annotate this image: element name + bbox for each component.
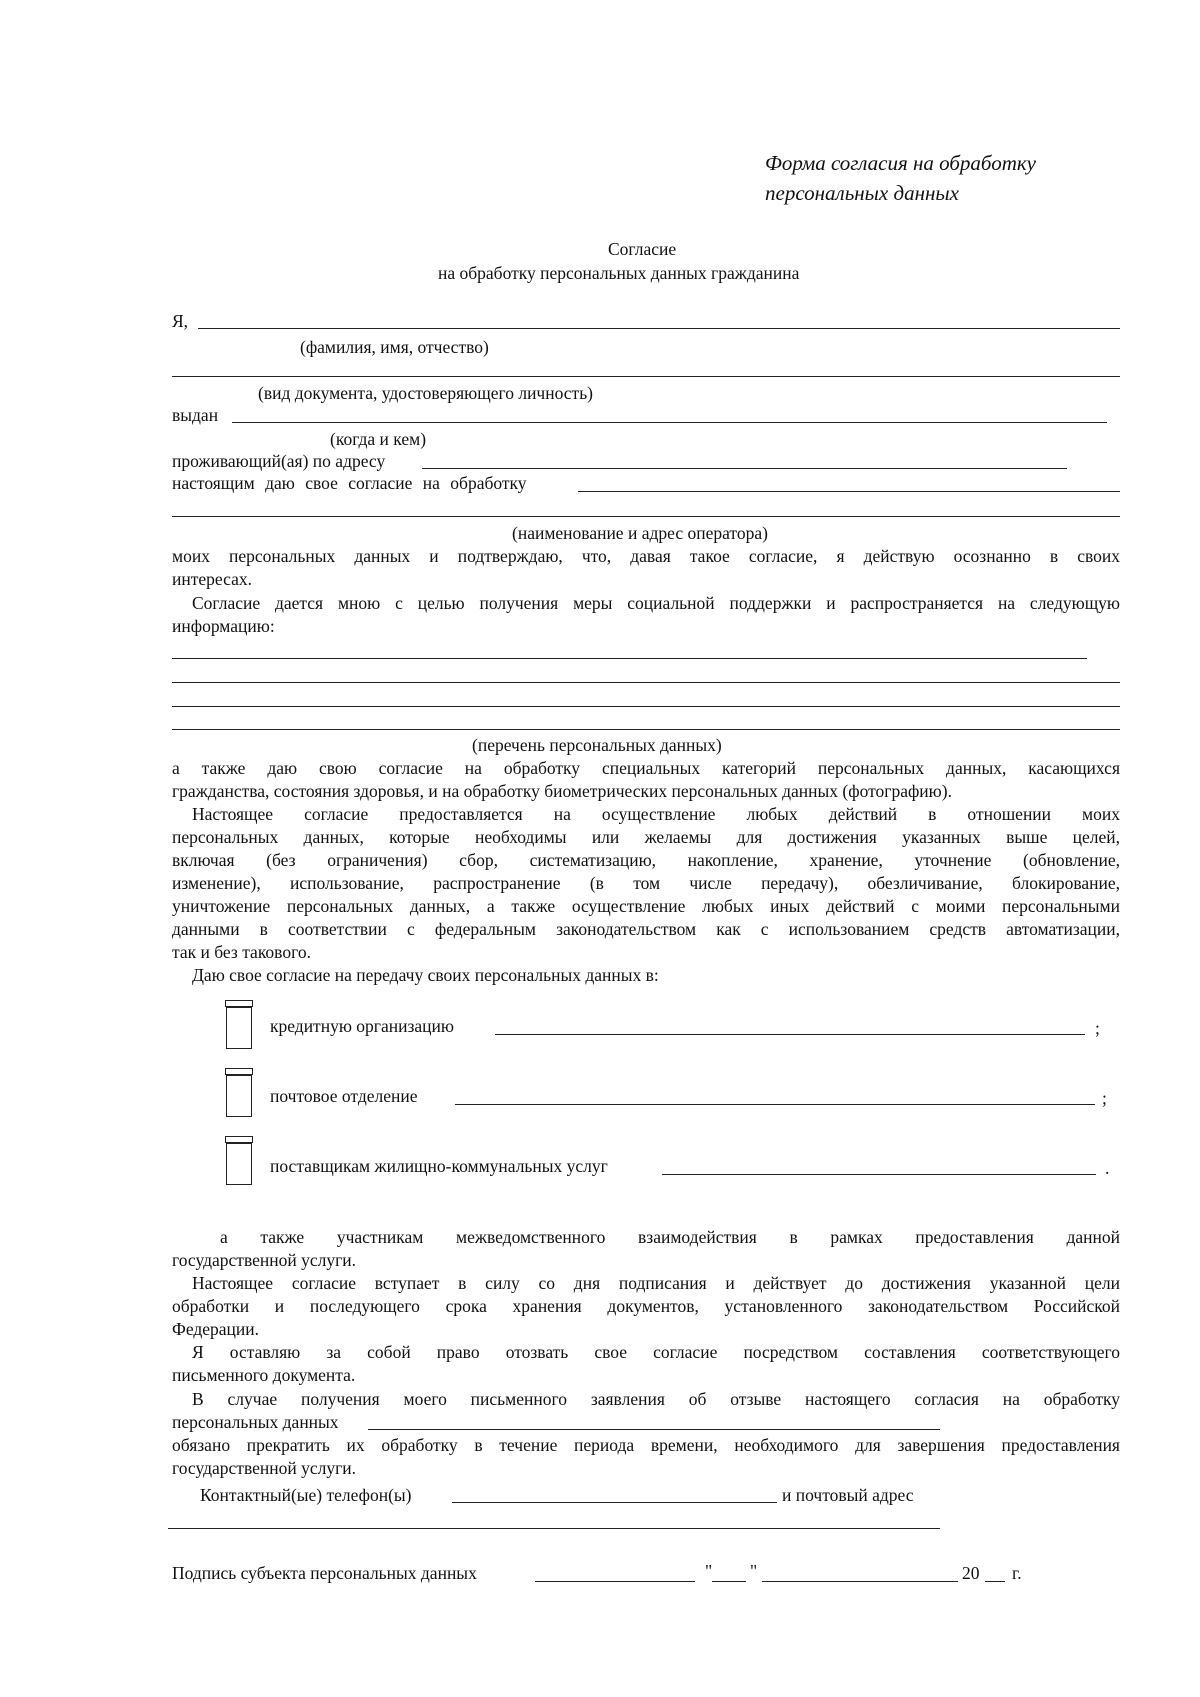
- signature-field[interactable]: [535, 1581, 695, 1582]
- paragraph-line: обработки и последующего срока хранения документов, установленного законодательством Российской: [172, 1296, 1120, 1316]
- option-utility-providers-label: поставщикам жилищно-коммунальных услуг: [270, 1156, 608, 1176]
- label-operator: настоящим даю свое согласие на обработку: [172, 473, 527, 493]
- operator-field-line2[interactable]: [172, 516, 1120, 517]
- personal-data-list-line[interactable]: [172, 682, 1120, 683]
- id-document-field[interactable]: [172, 376, 1120, 377]
- paragraph-line: включая (без ограничения) сбор, систематизацию, накопление, хранение, уточнение (обновление,: [172, 850, 1120, 870]
- date-quote-close: ": [750, 1561, 758, 1581]
- paragraph-line: так и без такового.: [172, 942, 311, 962]
- paragraph-line: государственной услуги.: [172, 1250, 357, 1270]
- checkbox-utility-providers[interactable]: [226, 1142, 252, 1185]
- option-post-office-label: почтовое отделение: [270, 1086, 418, 1106]
- issued-caption: (когда и кем): [330, 429, 427, 449]
- paragraph-line: В случае получения моего письменного заявления об отзыве настоящего согласия на обработку: [192, 1389, 1120, 1409]
- checkbox-post-office[interactable]: [226, 1074, 252, 1117]
- personal-data-list-line[interactable]: [172, 729, 1120, 730]
- personal-data-list-line[interactable]: [172, 706, 1120, 707]
- paragraph-line: а также даю свою согласие на обработку специальных категорий персональных данных, касающихся: [172, 758, 1120, 778]
- paragraph-line: а также участникам межведомственного взаимодействия в рамках предоставления данной: [220, 1227, 1120, 1247]
- label-contact-phone: Контактный(ые) телефон(ы): [200, 1485, 412, 1505]
- paragraph-line: моих персональных данных и подтверждаю, что, давая такое согласие, я действую осознанно в своих: [172, 546, 1120, 566]
- document-title: Согласие: [608, 239, 677, 259]
- paragraph-line: изменение), использование, распространение (в том числе передачу), обезличивание, блокирование,: [172, 873, 1120, 893]
- operator-caption: (наименование и адрес оператора): [512, 523, 768, 543]
- fio-field[interactable]: [198, 328, 1120, 329]
- paragraph-line: интересах.: [172, 569, 252, 589]
- fio-caption: (фамилия, имя, отчество): [300, 337, 489, 357]
- label-postal-address: и почтовый адрес: [782, 1485, 914, 1505]
- date-year-field[interactable]: [985, 1581, 1005, 1582]
- option-end-mark: ;: [1102, 1088, 1107, 1108]
- paragraph-line: государственной услуги.: [172, 1458, 357, 1478]
- label-address: проживающий(ая) по адресу: [172, 451, 386, 471]
- paragraph-line: обязано прекратить их обработку в течение периода времени, необходимого для завершения предоставления: [172, 1435, 1120, 1455]
- paragraph-line: письменного документа.: [172, 1365, 356, 1385]
- date-month-field[interactable]: [762, 1581, 958, 1582]
- document-subtitle: на обработку персональных данных гражданина: [438, 263, 800, 283]
- paragraph-line: персональных данных: [172, 1412, 339, 1432]
- id-document-caption: (вид документа, удостоверяющего личность): [258, 383, 594, 403]
- post-office-field[interactable]: [455, 1104, 1095, 1105]
- option-end-mark: .: [1105, 1158, 1110, 1178]
- date-year-prefix: 20: [962, 1563, 980, 1583]
- paragraph-line: данными в соответствии с федеральным законодательством как с использованием средств автоматизации,: [172, 919, 1120, 939]
- label-signature: Подпись субъекта персональных данных: [172, 1563, 477, 1583]
- revocation-field[interactable]: [368, 1429, 940, 1430]
- paragraph-line: информацию:: [172, 616, 275, 636]
- label-issued: выдан: [172, 405, 219, 425]
- operator-field[interactable]: [578, 491, 1120, 492]
- form-header-line2: персональных данных: [765, 181, 959, 205]
- label-ya: Я,: [172, 311, 189, 331]
- option-credit-organization-label: кредитную организацию: [270, 1016, 454, 1036]
- date-quote-open: ": [705, 1561, 713, 1581]
- paragraph-line: уничтожение персональных данных, а также осуществление любых иных действий с моими персональными: [172, 896, 1120, 916]
- issued-field[interactable]: [232, 422, 1107, 423]
- date-year-suffix: г.: [1012, 1563, 1022, 1583]
- transfer-intro: Даю свое согласие на передачу своих персональных данных в:: [192, 965, 659, 985]
- form-header-line1: Форма согласия на обработку: [765, 151, 1037, 175]
- paragraph-line: Согласие дается мною с целью получения меры социальной поддержки и распространяется на следующую: [192, 593, 1120, 613]
- contact-phone-field[interactable]: [452, 1502, 777, 1503]
- personal-data-list-line[interactable]: [172, 658, 1087, 659]
- postal-address-field[interactable]: [168, 1528, 940, 1529]
- paragraph-line: Настоящее согласие вступает в силу со дня подписания и действует до достижения указанной цели: [192, 1273, 1120, 1293]
- address-field[interactable]: [422, 468, 1067, 469]
- checkbox-credit-organization[interactable]: [226, 1006, 252, 1049]
- paragraph-line: Я оставляю за собой право отозвать свое согласие посредством составления соответствующего: [192, 1342, 1120, 1362]
- option-end-mark: ;: [1095, 1018, 1100, 1038]
- paragraph-line: Настоящее согласие предоставляется на осуществление любых действий в отношении моих: [192, 804, 1120, 824]
- paragraph-line: Федерации.: [172, 1319, 260, 1339]
- utility-providers-field[interactable]: [662, 1174, 1096, 1175]
- paragraph-line: гражданства, состояния здоровья, и на обработку биометрических персональных данных (фотографию).: [172, 781, 952, 801]
- personal-data-list-caption: (перечень персональных данных): [472, 735, 722, 755]
- date-day-field[interactable]: [712, 1581, 746, 1582]
- credit-organization-field[interactable]: [495, 1034, 1085, 1035]
- paragraph-line: персональных данных, которые необходимы или желаемы для достижения указанных выше целей,: [172, 827, 1120, 847]
